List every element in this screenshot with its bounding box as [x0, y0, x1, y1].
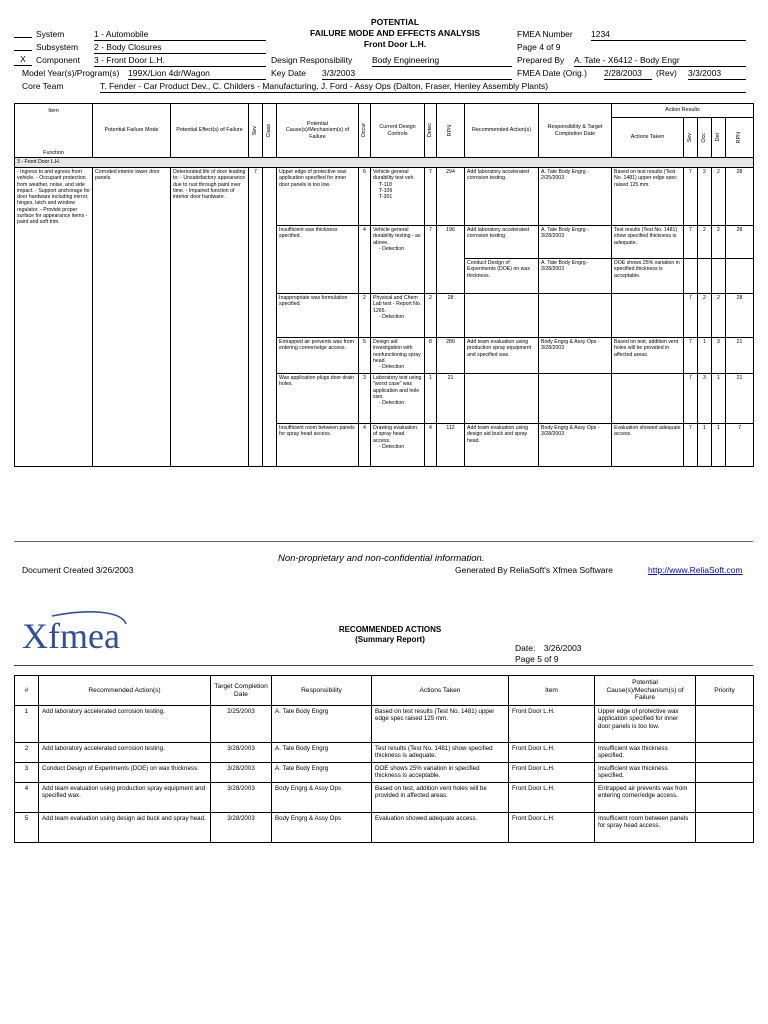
detec-cell: 2 — [425, 294, 437, 338]
r-occ-cell: 1 — [698, 424, 712, 467]
col-sev: Sev — [249, 104, 263, 158]
occur-cell: 2 — [359, 294, 371, 338]
col-r-occ: Occ — [698, 118, 712, 158]
row-action: Add team evaluation using design aid buck and spray head. — [39, 813, 211, 843]
row-responsibility: Body Engrg & Assy Ops — [272, 813, 372, 843]
rev-value: 3/3/2003 — [688, 68, 746, 80]
actions-taken-cell: Based on test results (Test No. 1481) upper edge spec raised 125 mm. — [612, 168, 684, 226]
design-resp-value: Body Engineering — [372, 55, 512, 67]
xfmea-logo — [22, 610, 132, 666]
doc-created: Document Created 3/26/2003 — [22, 565, 134, 575]
page-number: Page 4 of 9 — [517, 42, 561, 52]
row-priority — [696, 813, 754, 843]
row-date: 3/28/2003 — [211, 743, 272, 763]
col-r-det: Det — [712, 118, 726, 158]
r-sev-cell — [684, 259, 698, 294]
row-taken: Based on test, addition vent holes will be provided in affected areas. — [372, 783, 509, 813]
r-sev-cell: 7 — [684, 226, 698, 259]
row-cause: Insufficient wax thickness specified. — [595, 763, 696, 783]
r-rpn-cell: 21 — [726, 374, 754, 424]
model-value: 199X/Lion 4dr/Wagon — [128, 68, 266, 80]
report2-divider — [14, 665, 753, 666]
subsystem-checkbox-line — [14, 50, 32, 51]
row-action: Add laboratory accelerated corrosion testing. — [39, 706, 211, 743]
responsibility-cell: Body Engrg & Assy Ops - 3/28/2003 — [539, 338, 612, 374]
system-value: 1 - Automobile — [94, 29, 266, 41]
rpn-cell: 112 — [437, 424, 465, 467]
prepared-by-label: Prepared By — [517, 55, 565, 65]
cause-cell: Entrapped air prevents wax from entering corner/edge access. — [277, 338, 359, 374]
responsibility-cell: A. Tate Body Engrg - 2/25/2003 — [539, 168, 612, 226]
system-checkbox-line — [14, 37, 32, 38]
rec-action-cell — [465, 294, 539, 338]
col-cause: Potential Cause(s)/Mechanism(s) of Failure — [277, 104, 359, 158]
detec-cell: 7 — [425, 226, 437, 294]
report2-page: Page 5 of 9 — [515, 654, 559, 664]
rev-label: (Rev) — [656, 68, 677, 78]
recommended-actions-table — [14, 675, 754, 843]
core-team-label: Core Team — [22, 81, 64, 91]
row-date: 3/28/2003 — [211, 783, 272, 813]
rec-action-cell: Add team evaluation using production spray equipment and specified wax. — [465, 338, 539, 374]
model-label: Model Year(s)/Program(s) — [22, 68, 120, 78]
col-num: # — [15, 676, 39, 706]
r-det-cell: 2 — [712, 168, 726, 226]
design-resp-label: Design Responsibility — [271, 55, 353, 65]
report2-title: RECOMMENDED ACTIONS (Summary Report) — [338, 625, 442, 644]
col-cause: Potential Cause(s)/Mechanism(s) of Failure — [595, 676, 696, 706]
generated-by: Generated By ReliaSoft's Xfmea Software — [455, 565, 614, 575]
responsibility-cell: A. Tate Body Engrg - 3/28/2003 — [539, 226, 612, 259]
actions-taken-cell: DOE shows 25% variation in specified thickness is acceptable. — [612, 259, 684, 294]
occur-cell: 3 — [359, 374, 371, 424]
col-controls: Current Design Controls — [371, 104, 425, 158]
rpn-cell: 21 — [437, 374, 465, 424]
subsystem-value: 2 - Body Closures — [94, 42, 266, 54]
row-item: Front Door L.H. — [509, 763, 595, 783]
col-function: Function — [15, 118, 93, 158]
row-num: 3 — [15, 763, 39, 783]
component-value: 3 - Front Door L.H. — [94, 55, 266, 67]
footer-divider — [14, 541, 753, 542]
detec-cell: 1 — [425, 374, 437, 424]
col-item: Item — [15, 104, 93, 118]
row-priority — [696, 743, 754, 763]
col-effects: Potential Effect(s) of Failure — [171, 104, 249, 158]
actions-taken-cell — [612, 374, 684, 424]
r-det-cell: 2 — [712, 226, 726, 259]
actions-taken-cell — [612, 294, 684, 338]
rec-action-cell: Add team evaluation using design aid buck and spray head. — [465, 424, 539, 467]
core-team-value: T. Fender - Car Product Dev., C. Childers - Manufacturing, J. Ford - Assy Ops (Dalton, Fraser, Henley Assembly Plants) — [100, 81, 746, 93]
col-occur: Occur — [359, 104, 371, 158]
r-occ-cell: 2 — [698, 226, 712, 259]
rpn-cell: 196 — [437, 226, 465, 294]
r-rpn-cell: 28 — [726, 226, 754, 259]
col-responsibility: Responsibility — [272, 676, 372, 706]
r-sev-cell: 7 — [684, 374, 698, 424]
r-rpn-cell: 7 — [726, 424, 754, 467]
responsibility-cell — [539, 294, 612, 338]
responsibility-cell: Body Engrg & Assy Ops - 3/28/2003 — [539, 424, 612, 467]
row-responsibility: A. Tate Body Engrg — [272, 763, 372, 783]
col-target-date: Target Completion Date — [211, 676, 272, 706]
row-taken: DOE shows 25% variation in specified thickness is acceptable. — [372, 763, 509, 783]
rec-action-cell — [465, 374, 539, 424]
controls-cell: Vehicle general durability testing - as above. - Detection — [371, 226, 425, 294]
row-date: 3/28/2003 — [211, 813, 272, 843]
col-item: Item — [509, 676, 595, 706]
row-item: Front Door L.H. — [509, 813, 595, 843]
actions-taken-cell: Based on test, addition vent holes will be provided in affected areas. — [612, 338, 684, 374]
r-rpn-cell — [726, 259, 754, 294]
row-date: 3/28/2003 — [211, 763, 272, 783]
r-sev-cell: 7 — [684, 168, 698, 226]
controls-cell: Physical and Chem Lab test - Report No. 1265. - Detection — [371, 294, 425, 338]
section-title: 3 - Front Door L.H. — [15, 158, 754, 168]
controls-cell: Drawing evaluation of spray head access. - Detection — [371, 424, 425, 467]
xfmea-logo-text: Xfmea — [22, 616, 120, 656]
r-det-cell: 3 — [712, 338, 726, 374]
table-row — [15, 783, 754, 813]
row-priority — [696, 783, 754, 813]
rec-action-cell: Add laboratory accelerated corrosion testing. — [465, 168, 539, 226]
r-sev-cell: 7 — [684, 424, 698, 467]
footer-notice: Non-proprietary and non-confidential information. — [278, 553, 485, 564]
cause-cell: Insufficient wax thickness specified. — [277, 226, 359, 294]
row-responsibility: A. Tate Body Engrg — [272, 743, 372, 763]
row-action: Conduct Design of Experiments (DOE) on wax thickness. — [39, 763, 211, 783]
prepared-by-value: A. Tate - X6412 - Body Engr — [574, 55, 746, 67]
fmea-number-value: 1234 — [591, 29, 746, 41]
col-actions-taken: Actions Taken — [372, 676, 509, 706]
table-row — [15, 743, 754, 763]
r-rpn-cell: 21 — [726, 338, 754, 374]
row-num: 2 — [15, 743, 39, 763]
sev-cell: 7 — [249, 168, 263, 467]
row-num: 1 — [15, 706, 39, 743]
row-cause: Upper edge of protective wax application specified for inner door panels is too low. — [595, 706, 696, 743]
col-action-results: Action Results — [612, 104, 754, 118]
r-occ-cell: 2 — [698, 294, 712, 338]
cause-cell: Insufficient room between panels for spray head access. — [277, 424, 359, 467]
r-det-cell — [712, 259, 726, 294]
effects-cell: Deteriorated life of door leading to: - Unsatisfactory appearance due to rust through paint over time. - Impaired function of interior door hardware. — [171, 168, 249, 467]
row-num: 4 — [15, 783, 39, 813]
occur-cell: 5 — [359, 338, 371, 374]
detec-cell: 7 — [425, 168, 437, 226]
occur-cell: 4 — [359, 424, 371, 467]
col-r-sev: Sev — [684, 118, 698, 158]
component-checkbox: X — [14, 54, 32, 66]
row-cause: Entrapped air prevents wax from entering corner/edge access. — [595, 783, 696, 813]
row-action: Add team evaluation using production spray equipment and specified wax. — [39, 783, 211, 813]
controls-cell: Laboratory test using "worst case" wax application and hole size. - Detection — [371, 374, 425, 424]
r-det-cell: 1 — [712, 424, 726, 467]
detec-cell: 4 — [425, 424, 437, 467]
r-det-cell: 1 — [712, 374, 726, 424]
r-occ-cell — [698, 259, 712, 294]
r-occ-cell: 1 — [698, 338, 712, 374]
col-detec: Detec — [425, 104, 437, 158]
key-date-label: Key Date — [271, 68, 306, 78]
row-date: 2/25/2003 — [211, 706, 272, 743]
rpn-cell: 28 — [437, 294, 465, 338]
row-priority — [696, 763, 754, 783]
occur-cell: 4 — [359, 226, 371, 294]
cause-cell: Inappropriate wax formulation specified. — [277, 294, 359, 338]
col-class: Class — [263, 104, 277, 158]
col-failure-mode: Potential Failure Mode — [93, 104, 171, 158]
row-taken: Evaluation showed adequate access. — [372, 813, 509, 843]
row-item: Front Door L.H. — [509, 783, 595, 813]
fmea-date-value: 2/28/2003 — [604, 68, 652, 80]
r-rpn-cell: 28 — [726, 294, 754, 338]
r-occ-cell: 2 — [698, 168, 712, 226]
r-sev-cell: 7 — [684, 294, 698, 338]
rec-action-cell: Conduct Design of Experiments (DOE) on wax thickness. — [465, 259, 539, 294]
table-row — [15, 813, 754, 843]
row-num: 5 — [15, 813, 39, 843]
rpn-cell: 294 — [437, 168, 465, 226]
row-responsibility: Body Engrg & Assy Ops — [272, 783, 372, 813]
failure-mode-cell: Corroded interior lower door panels — [93, 168, 171, 467]
row-cause: Insufficient room between panels for spray head access. — [595, 813, 696, 843]
r-sev-cell: 7 — [684, 338, 698, 374]
col-responsibility: Responsibility & Target Completion Date — [539, 104, 612, 158]
rec-action-cell: Add laboratory accelerated corrosion testing. — [465, 226, 539, 259]
col-rec-action: Recommended Action(s) — [39, 676, 211, 706]
r-det-cell: 2 — [712, 294, 726, 338]
key-date-value: 3/3/2003 — [322, 68, 512, 80]
row-cause: Insufficient wax thickness specified. — [595, 743, 696, 763]
form-title: POTENTIAL FAILURE MODE AND EFFECTS ANALYSIS Front Door L.H. — [309, 17, 480, 49]
fmea-number-label: FMEA Number — [517, 29, 573, 39]
row-item: Front Door L.H. — [509, 743, 595, 763]
cause-cell: Wax application plugs door drain holes. — [277, 374, 359, 424]
row-taken: Test results (Test No. 1481) show specified thickness is adequate. — [372, 743, 509, 763]
col-actions-taken: Actions Taken — [612, 118, 684, 158]
detec-cell: 8 — [425, 338, 437, 374]
controls-cell: Design aid investigation with nonfunctioning spray head. - Detection — [371, 338, 425, 374]
table-row — [15, 763, 754, 783]
r-rpn-cell: 28 — [726, 168, 754, 226]
xfmea-logo-graphic — [22, 610, 132, 666]
reliasoft-link[interactable]: http://www.ReliaSoft.com — [648, 565, 743, 575]
col-rec-actions: Recommended Action(s) — [465, 104, 539, 158]
actions-taken-cell: Test results (Test No. 1481) show specified thickness is adequate. — [612, 226, 684, 259]
table-row — [15, 706, 754, 743]
row-taken: Based on test results (Test No. 1481) upper edge spec raised 125 mm. — [372, 706, 509, 743]
r-occ-cell: 3 — [698, 374, 712, 424]
system-label: System — [36, 29, 65, 39]
responsibility-cell — [539, 374, 612, 424]
report2-date: Date: 3/26/2003 — [515, 643, 582, 653]
col-r-rpn: RPN — [726, 118, 754, 158]
fmea-date-label: FMEA Date (Orig.) — [517, 68, 587, 78]
row-priority — [696, 706, 754, 743]
row-action: Add laboratory accelerated corrosion testing. — [39, 743, 211, 763]
col-rpn: RPN — [437, 104, 465, 158]
fmea-worksheet-table — [14, 103, 754, 467]
actions-taken-cell: Evaluation showed adequate access. — [612, 424, 684, 467]
cause-cell: Upper edge of protective wax application specified for inner door panels is too low. — [277, 168, 359, 226]
rpn-cell: 280 — [437, 338, 465, 374]
responsibility-cell: A. Tate Body Engrg - 3/28/2003 — [539, 259, 612, 294]
subsystem-label: Subsystem — [36, 42, 79, 52]
class-cell — [263, 168, 277, 467]
component-label: Component — [36, 55, 80, 65]
row-item: Front Door L.H. — [509, 706, 595, 743]
occur-cell: 6 — [359, 168, 371, 226]
controls-cell: Vehicle general durability test veh. T-118 T-109 T-301 — [371, 168, 425, 226]
col-priority: Priority — [696, 676, 754, 706]
function-cell: - Ingress to and egress from vehicle. - Occupant protection from weather, noise, and side impact. - Support anchorage for door hardware including mirror, hinges, latch and window regulator. - Provide proper surface for appearance items - paint and soft trim. — [15, 168, 93, 467]
row-responsibility: A. Tate Body Engrg — [272, 706, 372, 743]
